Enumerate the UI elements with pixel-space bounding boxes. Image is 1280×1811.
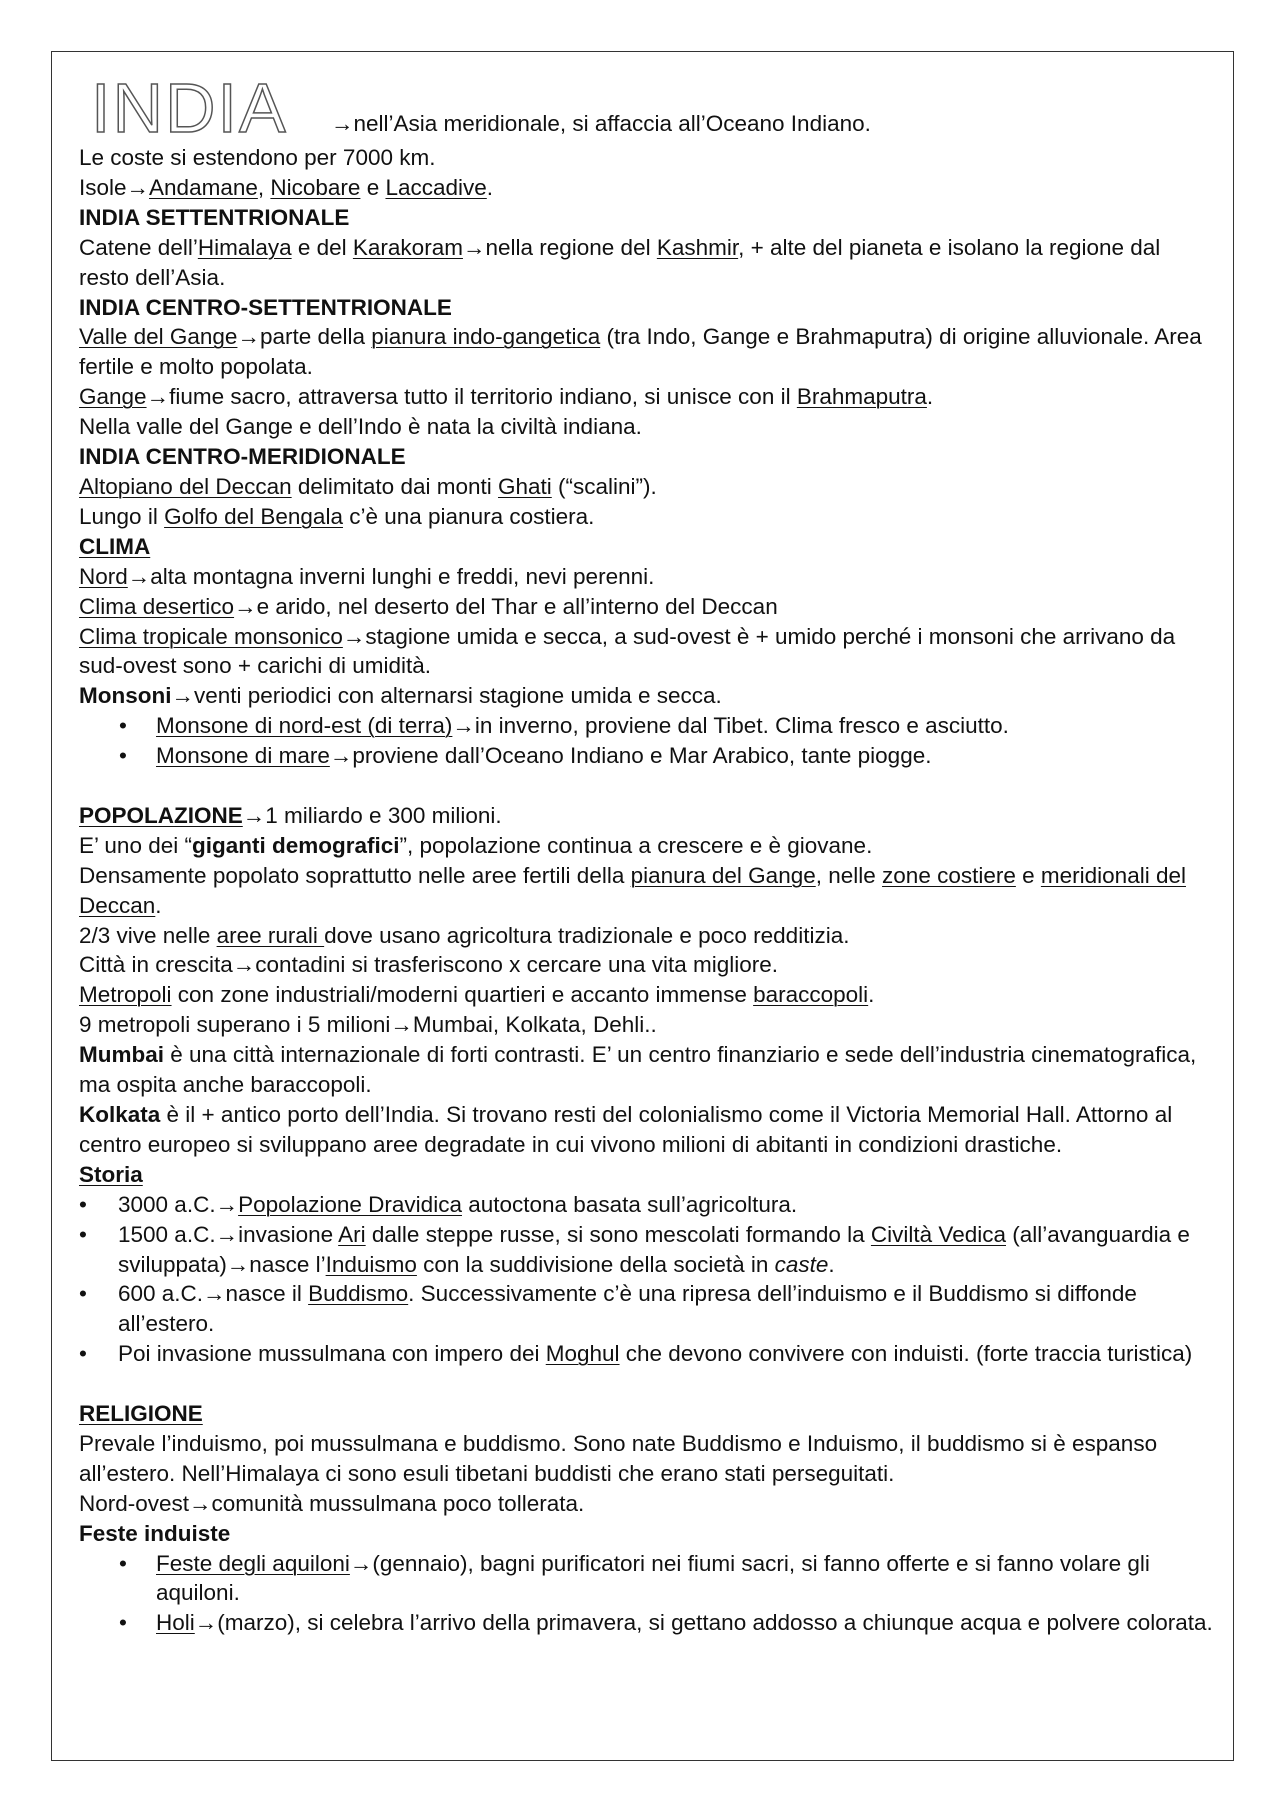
bullet-icon: • (79, 1341, 87, 1367)
golfo-line: Lungo il Golfo del Bengala c’è una pianura costiera. (79, 503, 595, 529)
nicobare-link: Nicobare (270, 174, 361, 200)
bullet-icon: • (79, 1221, 87, 1247)
gange-line: Gange→fiume sacro, attraversa tutto il territorio indiano, si unisce con il Brahmaputra. (79, 384, 934, 410)
heading-centro-meridionale: INDIA CENTRO-MERIDIONALE (79, 444, 406, 470)
densamente-paragraph: Densamente popolato soprattutto nelle aree fertili della pianura del Gange, nelle zone costiere e meridionali del Deccan. (79, 862, 1186, 918)
popolazione-heading-line: POPOLAZIONE→1 miliardo e 300 milioni. (79, 802, 502, 828)
laccadive-link: Laccadive (385, 174, 487, 200)
clima-tropicale-paragraph: Clima tropicale monsonico→stagione umida e secca, a sud-ovest è + umido perché i monsoni che arrivano da sud-ovest sono + carichi di umidità. (79, 623, 1176, 679)
title-row (79, 69, 1214, 147)
isole-line: Isole→Andamane, Nicobare e Laccadive. (79, 174, 494, 200)
bullet-icon: • (79, 1281, 87, 1307)
heading-religione: RELIGIONE (79, 1401, 203, 1427)
page-title: INDIA (91, 69, 288, 147)
bullet-icon: • (79, 1191, 87, 1217)
nove-metropoli-line: 9 metropoli superano i 5 milioni→Mumbai, Kolkata, Dehli.. (79, 1012, 657, 1038)
feste-list (79, 1549, 1214, 1639)
giganti-line: E’ uno dei “giganti demografici”, popolazione continua a crescere e è giovane. (79, 832, 873, 858)
monsoni-list (79, 711, 1214, 771)
clima-desertico-line: Clima desertico→e arido, nel deserto del Thar e all’interno del Deccan (79, 593, 778, 619)
list-item: • 3000 a.C.→Popolazione Dravidica autoctona basata sull’agricoltura. (79, 1190, 1214, 1220)
list-item: • Poi invasione mussulmana con impero dei Moghul che devono convivere con induisti. (forte traccia turistica) (79, 1339, 1214, 1369)
heading-settentrionale: INDIA SETTENTRIONALE (79, 204, 350, 230)
list-item: • Monsone di mare→proviene dall’Oceano Indiano e Mar Arabico, tante piogge. (79, 741, 1214, 771)
bullet-icon: • (119, 1550, 127, 1576)
mumbai-paragraph: Mumbai è una città internazionale di forti contrasti. E’ un centro finanziario e sede dell’industria cinematografica, ma ospita anche baraccopoli. (79, 1042, 1197, 1098)
document-page (51, 51, 1234, 1761)
heading-feste: Feste induiste (79, 1520, 231, 1546)
heading-popolazione: POPOLAZIONE (79, 802, 243, 828)
deccan-line: Altopiano del Deccan delimitato dai monti Ghati (“scalini”). (79, 473, 657, 499)
civilta-line: Nella valle del Gange e dell’Indo è nata la civiltà indiana. (79, 414, 642, 440)
list-item: • 1500 a.C.→invasione Ari dalle steppe russe, si sono mescolati formando la Civiltà Vedica (all’avanguardia e sviluppata)→nasce l’Induismo con la suddivisione della società in caste. (79, 1221, 1190, 1277)
settentrionale-paragraph: Catene dell’Himalaya e del Karakoram→nella regione del Kashmir, + alte del pianeta e isolano la regione dal resto dell’Asia. (79, 234, 1161, 290)
heading-centro-settentrionale: INDIA CENTRO-SETTENTRIONALE (79, 294, 452, 320)
andamane-link: Andamane (149, 174, 258, 200)
list-item: • Holi→(marzo), si celebra l’arrivo della primavera, si gettano addosso a chiunque acqua e polvere colorata. (79, 1608, 1214, 1638)
bullet-icon: • (119, 743, 127, 769)
clima-nord-line: Nord→alta montagna inverni lunghi e freddi, nevi perenni. (79, 563, 655, 589)
list-item: • Monsone di nord-est (di terra)→in inverno, proviene dal Tibet. Clima fresco e asciutto. (79, 711, 1214, 741)
valle-gange-paragraph: Valle del Gange→parte della pianura indo-gangetica (tra Indo, Gange e Brahmaputra) di origine alluvionale. Area fertile e molto popolata. (79, 324, 1202, 380)
monsoni-line: Monsoni→venti periodici con alternarsi stagione umida e secca. (79, 683, 722, 709)
coste-line: Le coste si estendono per 7000 km. (79, 145, 436, 170)
metropoli-line: Metropoli con zone industriali/moderni quartieri e accanto immense baraccopoli. (79, 982, 875, 1008)
citta-line: Città in crescita→contadini si trasferiscono x cercare una vita migliore. (79, 952, 779, 978)
bullet-icon: • (119, 1610, 127, 1636)
nord-ovest-line: Nord-ovest→comunità mussulmana poco tollerata. (79, 1490, 585, 1516)
storia-list (79, 1190, 1214, 1369)
title-subtitle: →nell’Asia meridionale, si affaccia all’Oceano Indiano. (331, 111, 871, 136)
list-item: • Feste degli aquiloni→(gennaio), bagni purificatori nei fiumi sacri, si fanno offerte e si fanno volare gli aquiloni. (119, 1550, 1150, 1606)
heading-clima: CLIMA (79, 533, 151, 559)
kolkata-paragraph: Kolkata è il + antico porto dell’India. Si trovano resti del colonialismo come il Victoria Memorial Hall. Attorno al centro europeo si sviluppano aree degradate in cui vivono milioni di abitanti in condizioni drastiche. (79, 1101, 1173, 1157)
heading-storia: Storia (79, 1161, 143, 1187)
list-item: • 600 a.C.→nasce il Buddismo. Successivamente c’è una ripresa dell’induismo e il Buddismo si diffonde all’estero. (79, 1281, 1137, 1337)
bullet-icon: • (119, 713, 127, 739)
document-content (79, 69, 1214, 1638)
rurali-line: 2/3 vive nelle aree rurali dove usano agricoltura tradizionale e poco redditizia. (79, 922, 850, 948)
religione-paragraph: Prevale l’induismo, poi mussulmana e buddismo. Sono nate Buddismo e Induismo, il buddismo si è espanso all’estero. Nell’Himalaya ci sono esuli tibetani buddisti che erano stati perseguitati. (79, 1430, 1158, 1486)
